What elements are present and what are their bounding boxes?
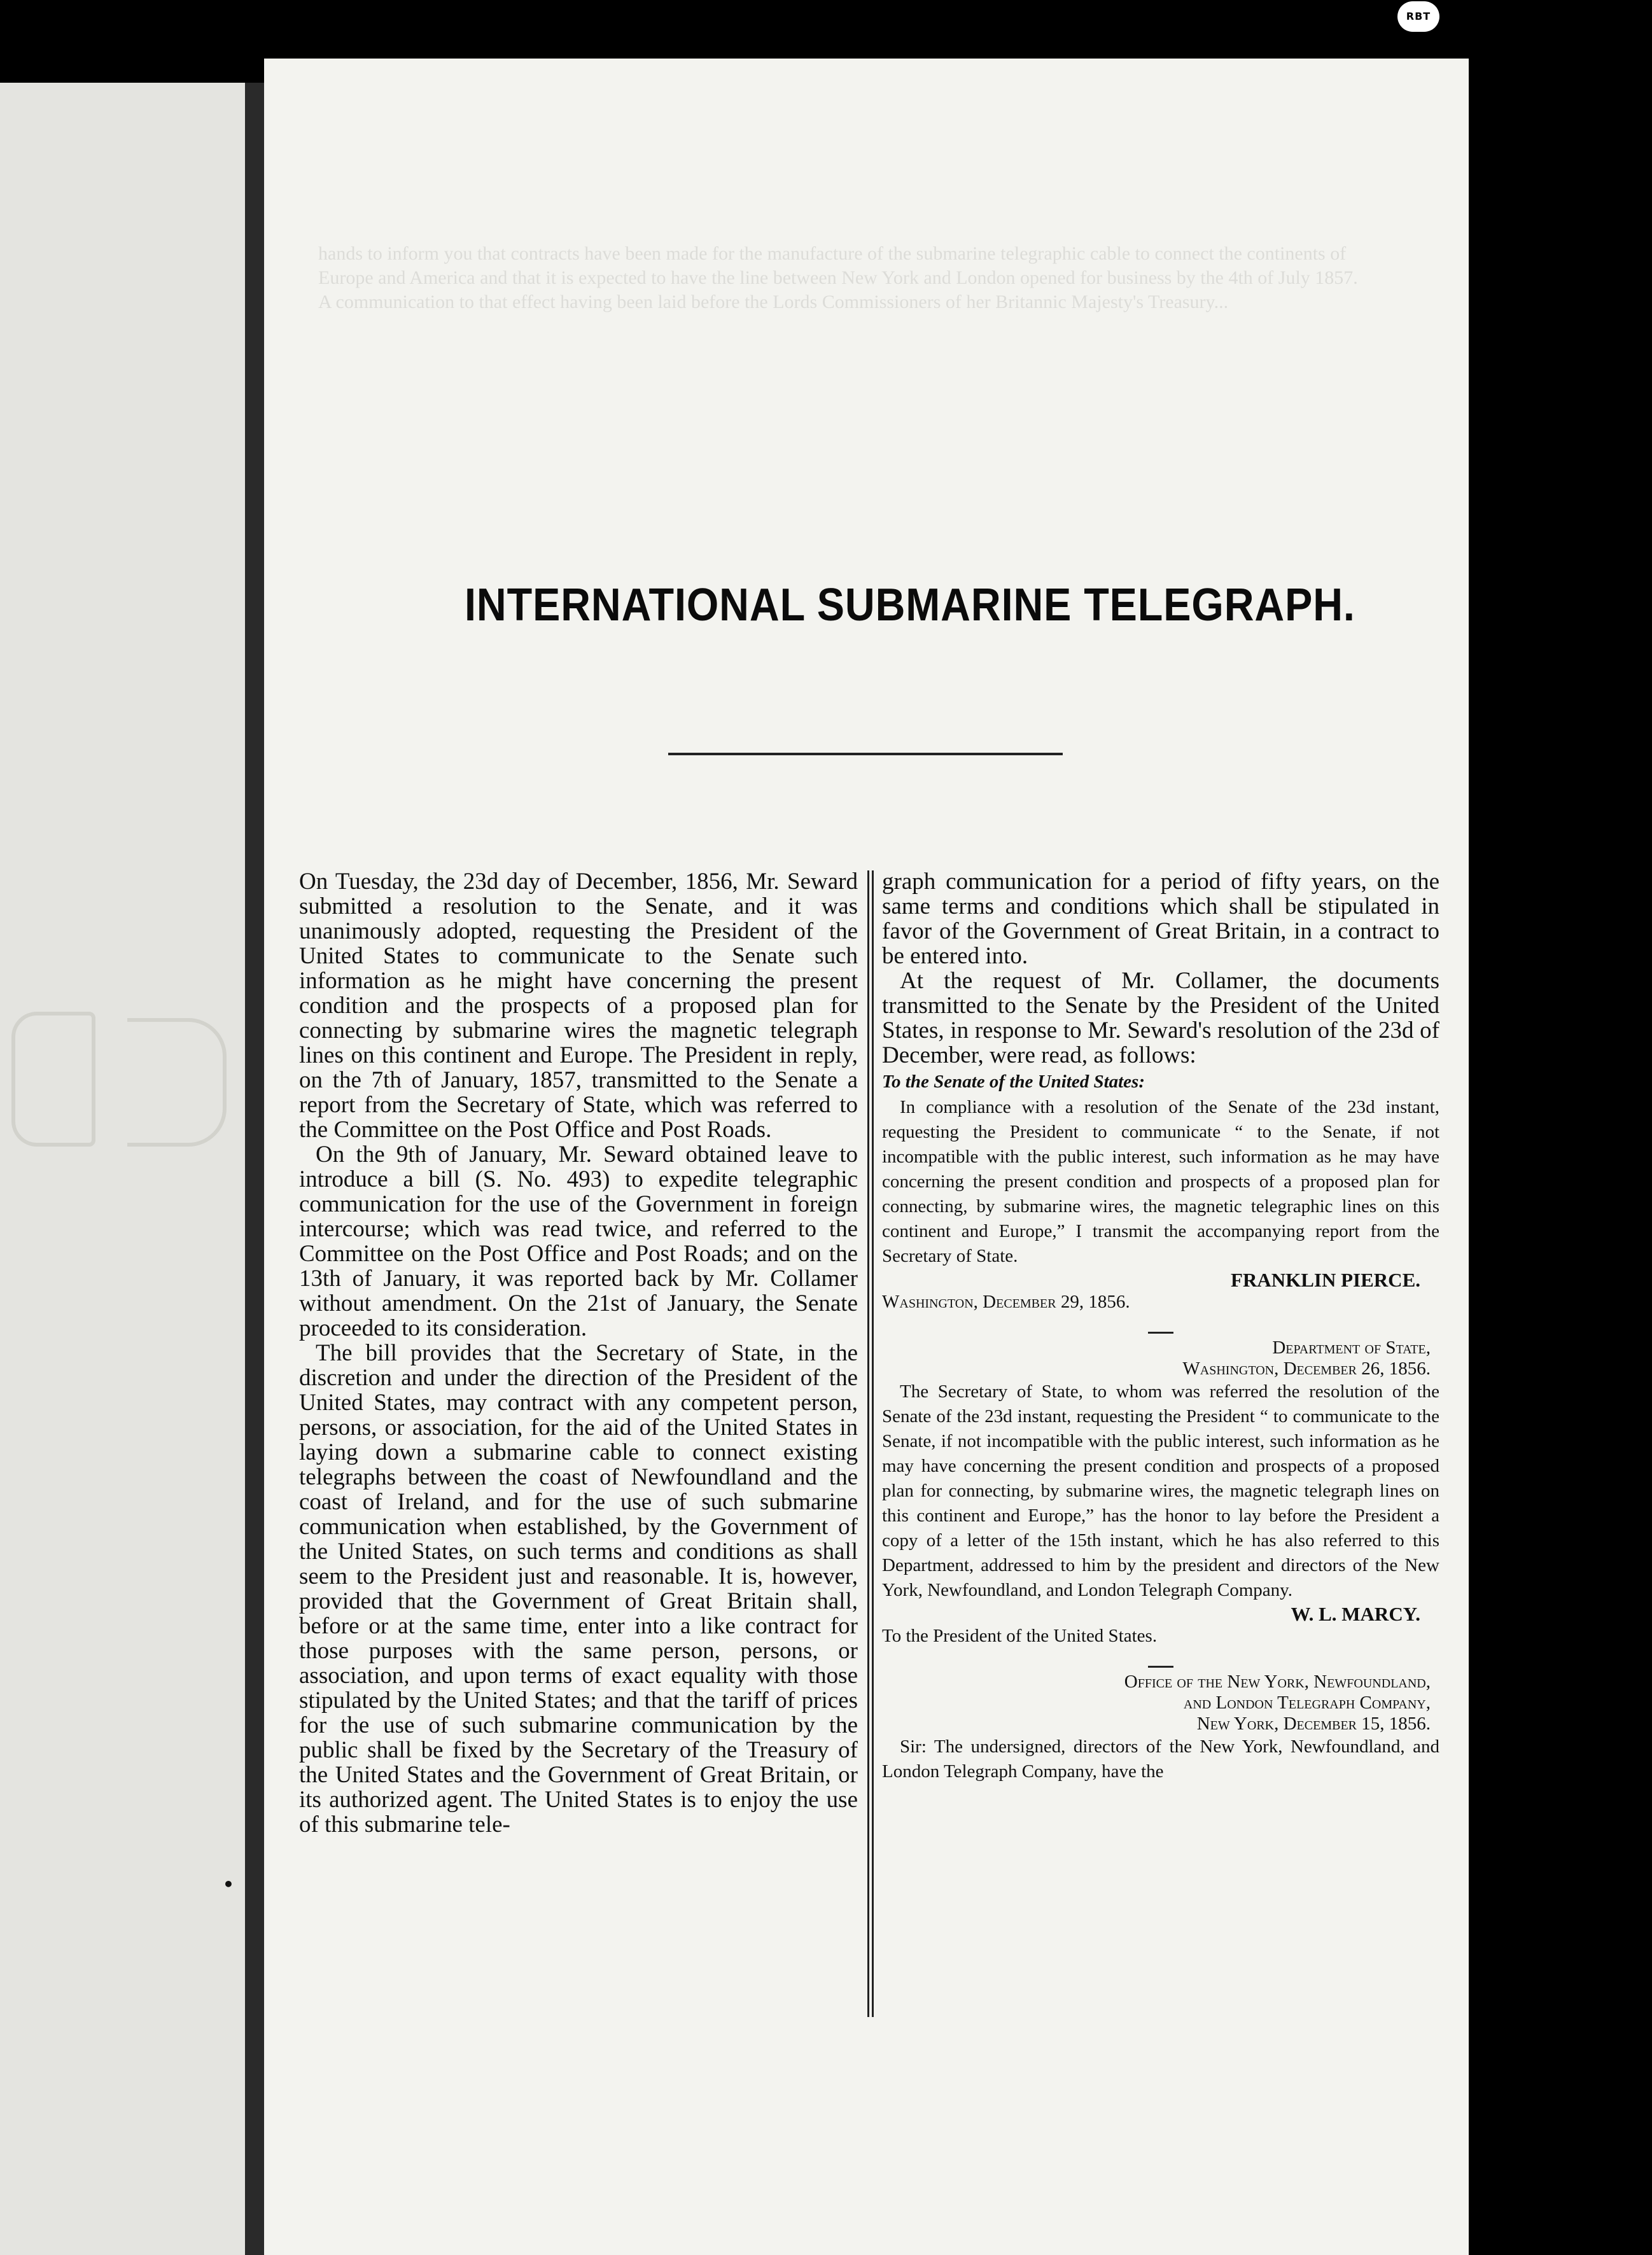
paragraph: On the 9th of January, Mr. Seward obtained leave to introduce a bill (S. No. 493) to expedite telegraphic communication for the use of the Government in foreign intercourse; which was read twice, and referred to the Committee on the Post Office and Post Roads; and on the 13th of January, it was reported back by Mr. Collamer without amendment. On the 21st of January, the Senate proceeded to its consideration. <box>299 1141 858 1341</box>
column-divider <box>867 870 869 2017</box>
letter-opening: Sir: The undersigned, directors of the New York, Newfoundland, and London Telegraph Company, have the <box>882 1736 1439 1782</box>
section-dash <box>1148 1332 1173 1334</box>
left-facing-page <box>0 83 245 2255</box>
right-column <box>882 869 1439 1784</box>
library-stamp: RBT <box>1397 1 1439 32</box>
secretary-report: The Secretary of State, to whom was referred the resolution of the Senate of the 23d instant, requesting the President “ to communicate to the Senate, if not incompatible with the public interest, such information as he may have concerning the present condition and prospects of a proposed plan for connecting, by submarine wires, the magnetic telegraph lines on this continent and Europe,” has the honor to lay before the President a copy of a letter of the 15th instant, which he has also referred to this Department, addressed to him by the president and directors of the New York, Newfoundland, and London Telegraph Company. <box>882 1381 1439 1600</box>
book-spine <box>245 83 264 2255</box>
title-rule <box>668 753 1063 755</box>
department-dateline: Washington, December 26, 1856. <box>1182 1358 1431 1379</box>
addressee: To the President of the United States. <box>882 1626 1158 1646</box>
margin-mark: • <box>223 1874 234 1895</box>
dateline: Washington, December 29, 1856. <box>882 1292 1130 1312</box>
presidential-message: In compliance with a resolution of the Senate of the 23d instant, requesting the President to communicate “ to the Senate, if not incompatible with the public interest, such information as he may have concerning the present condition and prospects of a proposed plan for connecting, by submarine wires, the magnetic telegraphic lines on this continent and Europe,” I transmit the accompanying report from the Secretary of State. <box>882 1097 1439 1266</box>
paragraph: At the request of Mr. Collamer, the documents transmitted to the Senate by the President of the United States, in response to Mr. Seward's resolution of the 23d of December, were read, as follows: <box>882 968 1439 1068</box>
paragraph: The bill provides that the Secretary of State, in the discretion and under the direction of the President of the United States, may contract with any competent person, persons, or association, for the aid of the United States in laying down a submarine cable to connect existing telegraphs between the coast of Newfoundland and the coast of Ireland, and for the use of such submarine communication when established, by the Government of the United States, on such terms and conditions as shall seem to the President just and reasonable. It is, however, provided that the Government of Great Britain shall, before or at the same time, enter into a like contract for those purposes with the same person, persons, or association, and upon terms of exact equality with those stipulated by the United States; and that the tariff of prices for the use of such submarine communication by the public shall be fixed by the Secretary of the Treasury of the United States and the Government of Great Britain, or its authorized agent. The United States is to enjoy the use of this submarine tele- <box>299 1340 858 1838</box>
signature: W. L. MARCY. <box>1291 1603 1420 1625</box>
office-dateline: New York, December 15, 1856. <box>1196 1714 1431 1734</box>
section-dash <box>1148 1666 1173 1668</box>
office-heading: and London Telegraph Company, <box>1183 1693 1431 1713</box>
department-heading: Department of State, <box>1272 1337 1431 1358</box>
signature: FRANKLIN PIERCE. <box>1231 1269 1420 1291</box>
bleed-through-mark <box>11 1012 95 1147</box>
paragraph: graph communication for a period of fifty years, on the same terms and conditions which shall be stipulated in favor of the Government of Great Britain, in a contract to be entered into. <box>882 869 1439 969</box>
office-heading: Office of the New York, Newfoundland, <box>1124 1672 1431 1692</box>
left-column <box>299 869 858 1837</box>
column-divider <box>872 870 874 2017</box>
paragraph: On Tuesday, the 23d day of December, 1856, Mr. Seward submitted a resolution to the Senate, and it was unanimously adopted, requesting the President of the United States to communicate to the Senate such information as he might have concerning the present condition and the prospects of a proposed plan for connecting by submarine wires the magnetic telegraph lines on this continent and Europe. The President in reply, on the 7th of January, 1857, transmitted to the Senate a report from the Secretary of State, which was referred to the Committee on the Post Office and Post Roads. <box>299 869 858 1143</box>
bleed-through-text: hands to inform you that contracts have been made for the manufacture of the submarine telegraphic cable to connect the continents of Europe and America and that it is expected to have the line between New York and London opened for business by the 4th of July 1857. A communication to that effect having been laid before the Lords Commissioners of her Britannic Majesty's Treasury... <box>318 243 1358 312</box>
bleed-through-mark <box>127 1018 227 1147</box>
page-title: INTERNATIONAL SUBMARINE TELEGRAPH. <box>465 580 1355 631</box>
salutation: To the Senate of the United States: <box>882 1072 1145 1092</box>
